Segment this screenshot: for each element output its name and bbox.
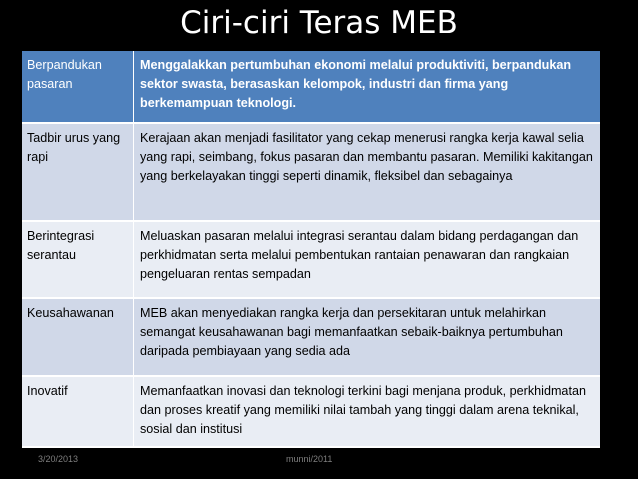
table-row [22, 123, 600, 221]
table-row [22, 298, 600, 376]
table-row [22, 221, 600, 298]
row-label: Berintegrasi serantau [22, 221, 134, 298]
table-row [22, 51, 600, 123]
table-row [22, 376, 600, 447]
row-label: Keusahawanan [22, 298, 134, 376]
slide-title: Ciri-ciri Teras MEB [180, 5, 458, 41]
row-label: Tadbir urus yang rapi [22, 123, 134, 221]
row-description: Memanfaatkan inovasi dan teknologi terkini bagi menjana produk, perkhidmatan dan proses kreatif yang memiliki nilai tambah yang tinggi dalam arena teknikal, sosial dan institusi [134, 376, 601, 447]
row-description: Meluaskan pasaran melalui integrasi serantau dalam bidang perdagangan dan perkhidmatan serta melalui pembentukan rantaian penawaran dan rangkaian pengeluaran rentas sempadan [134, 221, 601, 298]
row-description: Menggalakkan pertumbuhan ekonomi melalui produktiviti, berpandukan sektor swasta, berasaskan kelompok, industri dan firma yang berkemampuan teknologi. [134, 51, 601, 123]
row-description: Kerajaan akan menjadi fasilitator yang cekap menerusi rangka kerja kawal selia yang rapi, seimbang, fokus pasaran dan membantu pasaran. Memiliki kakitangan yang berkelayakan tinggi seperti dinamik, fleksibel dan sebagainya [134, 123, 601, 221]
footer-author: munni/2011 [286, 454, 333, 464]
footer-date: 3/20/2013 [38, 454, 79, 464]
row-description: MEB akan menyediakan rangka kerja dan persekitaran untuk melahirkan semangat keusahawanan bagi memanfaatkan sebaik-baiknya pertumbuhan daripada pembiayaan yang sedia ada [134, 298, 601, 376]
characteristics-table [22, 51, 600, 448]
row-label: Berpandukan pasaran [22, 51, 134, 123]
row-label: Inovatif [22, 376, 134, 447]
